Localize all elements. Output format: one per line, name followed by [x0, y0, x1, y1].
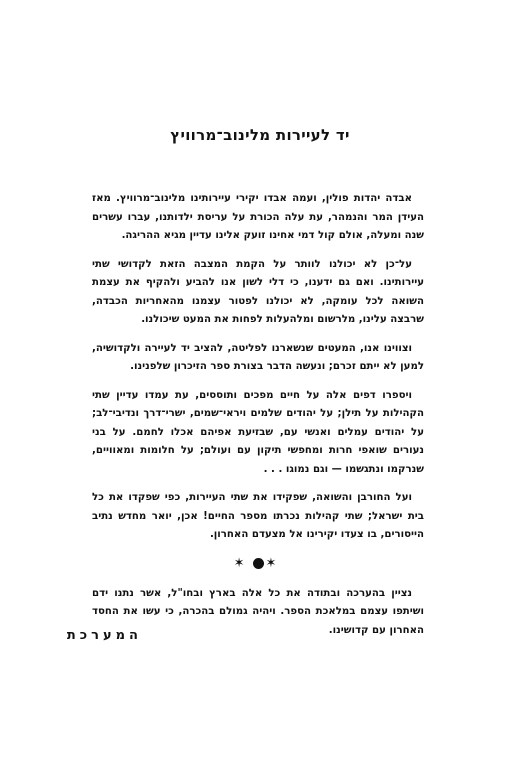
acknowledgement-paragraph: נציין בהערכה ובתודה את כל אלה בארץ ובחו"ל, אשר נתנו ידם ושיתפו עצמם במלאכת הספר. ויהיה גמולם בהכרה, כי עשו את החסד האחרון עם קדושינו. — [92, 587, 424, 636]
paragraph: ויספרו דפים אלה על חיים מפכים ותוססים, עת עמדו עדיין שתי הקהילות על תילן; על יהודים שלמים ויראי־שמים, ישרי־דרך ונדיבי־לב; על יהודים עמלים ואנשי עם, שבזיעת אפיהם אכלו לחמם. על בני נעורים שואפי חרות ומחפשי תיקון עם ועולם; על חלומות ומאוויים, שנרקמו ונתגשמו — וגם נמוגו . . . — [92, 389, 424, 475]
section-divider-ornament — [92, 555, 424, 573]
dot-icon — [253, 558, 264, 569]
signature: המערכת — [66, 628, 142, 643]
star-icon: ✶ — [233, 555, 251, 571]
star-icon: ✶ — [265, 555, 283, 571]
paragraph: ועל החורבן והשואה, שפקידו את שתי העיירות, כפי שפקדו את כל בית ישראל; שתי קהילות נכרתו מספר החיים! אכן, יואר מחדש נתיב הייסורים, בו צעדו יקירינו אל מצעדם האחרון. — [92, 492, 424, 540]
body-text — [92, 190, 424, 650]
paragraph: וצווינו אנו, המעטים שנשארנו לפליטה, להציב יד לעיירה ולקדושיה, למען לא ייתם זכרם; ונעשה הדבר בצורת ספר הזיכרון שלפנינו. — [92, 342, 424, 372]
paragraph: על־כן לא יכולנו לוותר על הקמת המצבה הזאת לקדושי שתי עיירותינו. ואם גם ידענו, כי דלי לשון אנו להביע ולהקיף את עצמת השואה לכל עומקה, לא יכולנו לפטור עצמנו מהאחריות הכבדה, שרבצה עלינו, מלרשום ומלהעלות לפחות את המעט שיכולנו. — [92, 258, 424, 325]
paragraph: אבדה יהדות פולין, ועמה אבדו יקירי עיירותינו מלינוב־מרוויץ. מאז העידן המר והנמהר, עת עלה הכורת על עריסת ילדותנו, עברו עשרים שנה ומעלה, אולם קול דמי אחינו זועק אלינו עדיין מגיא ההריגה. — [92, 193, 424, 241]
page-title: יד לעיירות מלינוב־מרוויץ — [170, 126, 350, 144]
